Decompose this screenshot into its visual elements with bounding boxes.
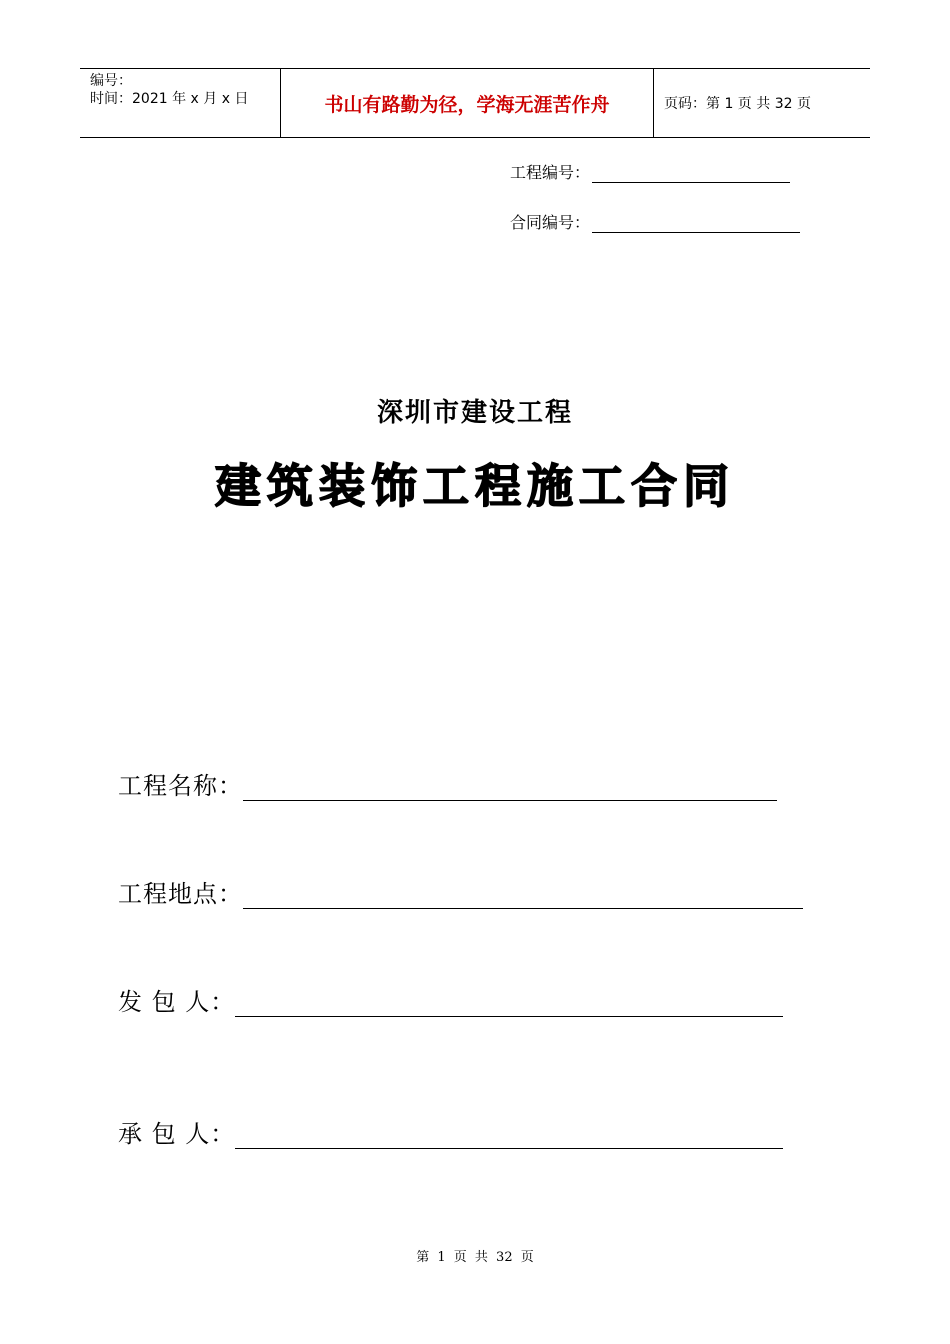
page-info: 页码：第 1 页 共 32 页	[664, 96, 811, 112]
project-name-blank[interactable]	[243, 774, 777, 801]
project-location-row	[118, 874, 803, 909]
contractor-blank[interactable]	[235, 1122, 783, 1149]
project-name-row	[118, 766, 777, 801]
document-header	[80, 68, 870, 138]
project-number-blank[interactable]	[592, 164, 790, 183]
contractor-label: 承 包 人：	[118, 1120, 236, 1148]
contract-number-blank[interactable]	[592, 214, 800, 233]
project-location-blank[interactable]	[243, 882, 803, 909]
project-name-label: 工程名称：	[118, 772, 243, 800]
page-footer: 第 1 页 共 32 页	[416, 1250, 534, 1265]
document-subtitle: 深圳市建设工程	[376, 398, 573, 428]
header-page-cell	[654, 69, 870, 137]
employer-row	[118, 982, 783, 1017]
project-location-label: 工程地点：	[118, 880, 243, 908]
header-meta-cell	[80, 69, 281, 137]
project-number-label: 工程编号：	[510, 163, 591, 182]
employer-blank[interactable]	[235, 990, 783, 1017]
contract-number-row	[510, 210, 800, 233]
project-number-row	[510, 160, 790, 183]
document-title: 建筑装饰工程施工合同	[215, 459, 735, 513]
motto-text: 书山有路勤为径，学海无涯苦作舟	[324, 93, 610, 116]
header-motto-cell	[281, 69, 654, 137]
code-label: 编号：	[90, 73, 132, 89]
contract-number-label: 合同编号：	[510, 213, 591, 232]
employer-label: 发 包 人：	[118, 988, 236, 1016]
time-label: 时间：2021 年 x 月 x 日	[90, 91, 249, 107]
contractor-row	[118, 1114, 783, 1149]
